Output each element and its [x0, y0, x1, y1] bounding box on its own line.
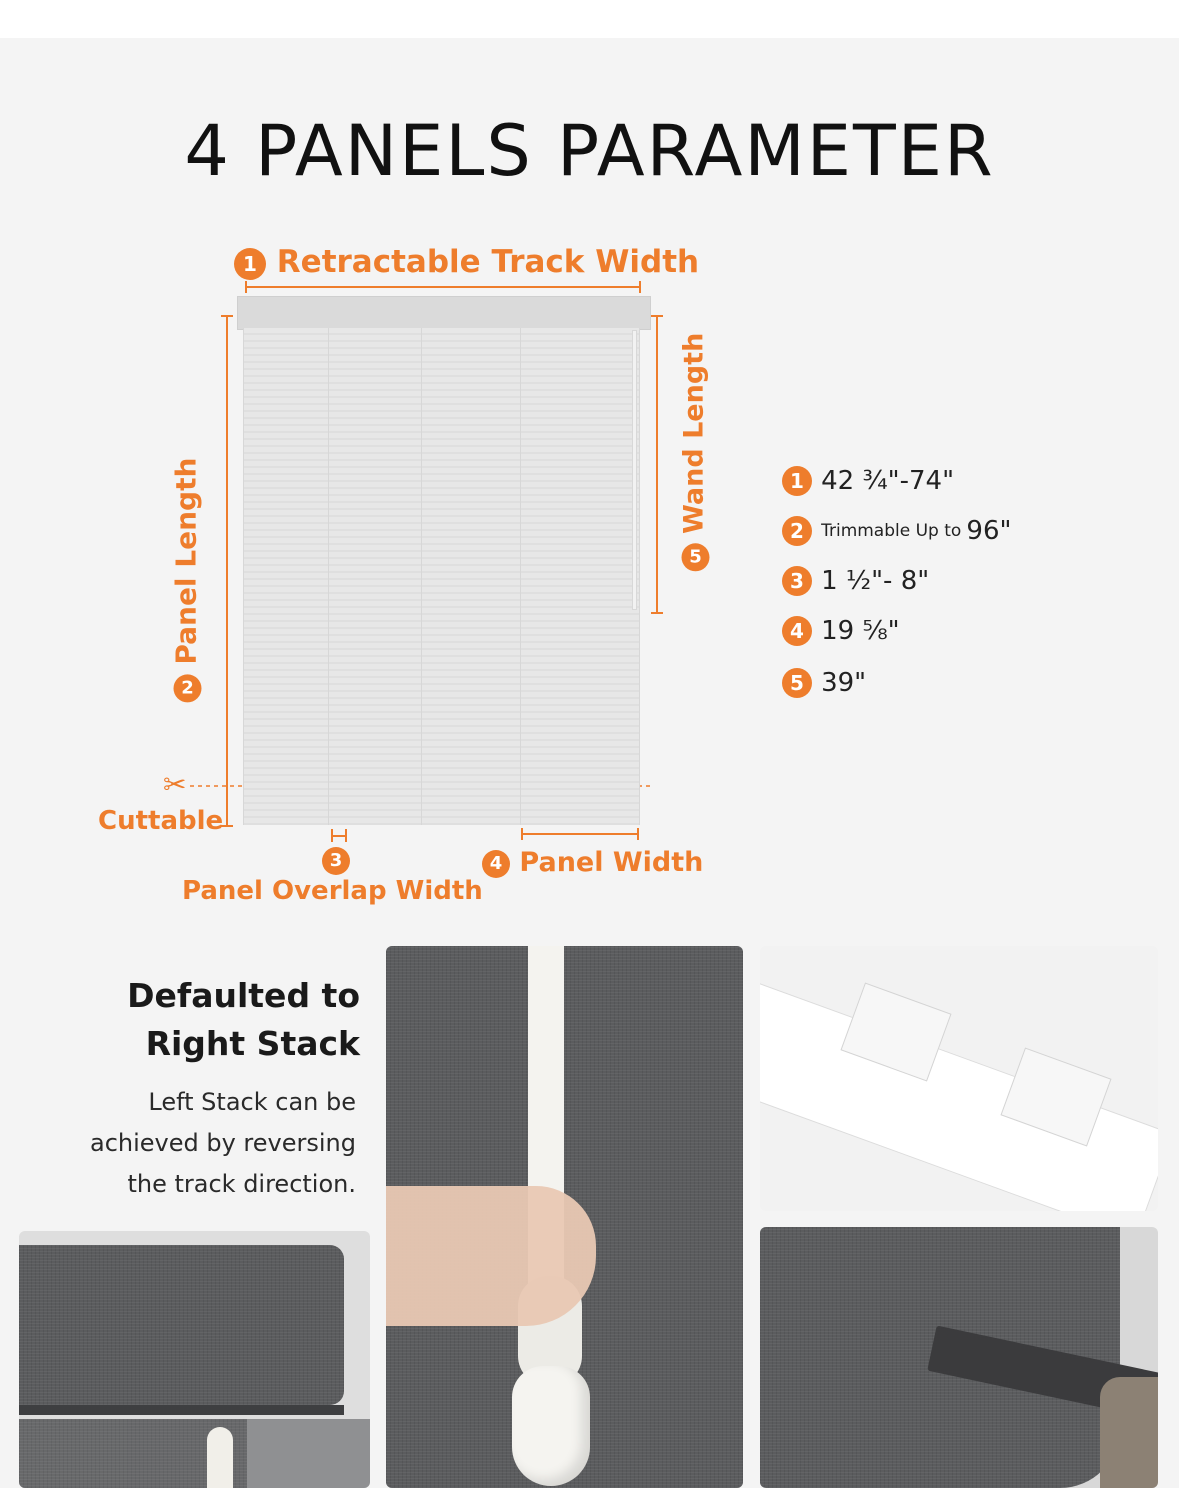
- wand-length-label: [679, 333, 710, 572]
- spec-value: 96": [966, 516, 1012, 546]
- page-title: 4 PANELS PARAMETER: [184, 110, 995, 192]
- number-badge: 4: [482, 850, 510, 878]
- panel-width-label: [482, 847, 703, 878]
- stack-description-line: the track direction.: [127, 1170, 356, 1198]
- stack-heading-line: Right Stack: [145, 1024, 360, 1063]
- spec-item: [782, 566, 929, 596]
- number-badge: 2: [174, 674, 202, 702]
- number-badge: 5: [681, 543, 709, 571]
- spec-value: 19 ⅝": [821, 616, 900, 646]
- scissors-icon: ✂: [163, 768, 187, 801]
- blind-panel: [243, 328, 331, 825]
- stack-description-line: achieved by reversing: [89, 1129, 356, 1157]
- blind-panel: [421, 328, 523, 825]
- panel-length-text: Panel Length: [169, 457, 203, 665]
- overlap-number: [322, 846, 350, 875]
- blind-panel: [328, 328, 424, 825]
- spec-value: 1 ½"- 8": [821, 566, 930, 596]
- number-badge: 4: [782, 616, 812, 646]
- wand-photo: [386, 946, 743, 1488]
- blind-panel: [520, 328, 640, 825]
- valance-photo: [19, 1231, 370, 1488]
- number-badge: 3: [782, 566, 812, 596]
- spec-prefix: Trimmable Up to: [821, 521, 962, 541]
- track-width-text: Retractable Track Width: [276, 244, 700, 280]
- panel-width-text: Panel Width: [519, 847, 704, 878]
- overlap-width-text: Panel Overlap Width: [182, 876, 483, 906]
- stack-heading: [40, 972, 360, 1068]
- spec-item: [782, 516, 1011, 546]
- wand-length-text: Wand Length: [678, 332, 710, 534]
- spec-item: [782, 466, 954, 496]
- number-badge: 1: [234, 248, 266, 280]
- panel-length-label: [170, 458, 203, 703]
- cuttable-label: Cuttable: [98, 806, 224, 836]
- cutting-photo: [760, 1227, 1158, 1488]
- spec-value: 42 ¾"-74": [821, 466, 955, 496]
- number-badge: 1: [782, 466, 812, 496]
- number-badge: 2: [782, 516, 812, 546]
- spec-item: [782, 616, 900, 646]
- stack-description-line: Left Stack can be: [148, 1088, 356, 1116]
- number-badge: 3: [322, 847, 350, 875]
- number-badge: 5: [782, 668, 812, 698]
- headrail: [237, 296, 651, 330]
- spec-value: 39": [821, 668, 867, 698]
- stack-heading-line: Defaulted to: [127, 976, 360, 1015]
- spec-item: [782, 668, 866, 698]
- wand: [632, 330, 637, 610]
- stack-description: [40, 1082, 356, 1205]
- track-photo: [760, 946, 1158, 1211]
